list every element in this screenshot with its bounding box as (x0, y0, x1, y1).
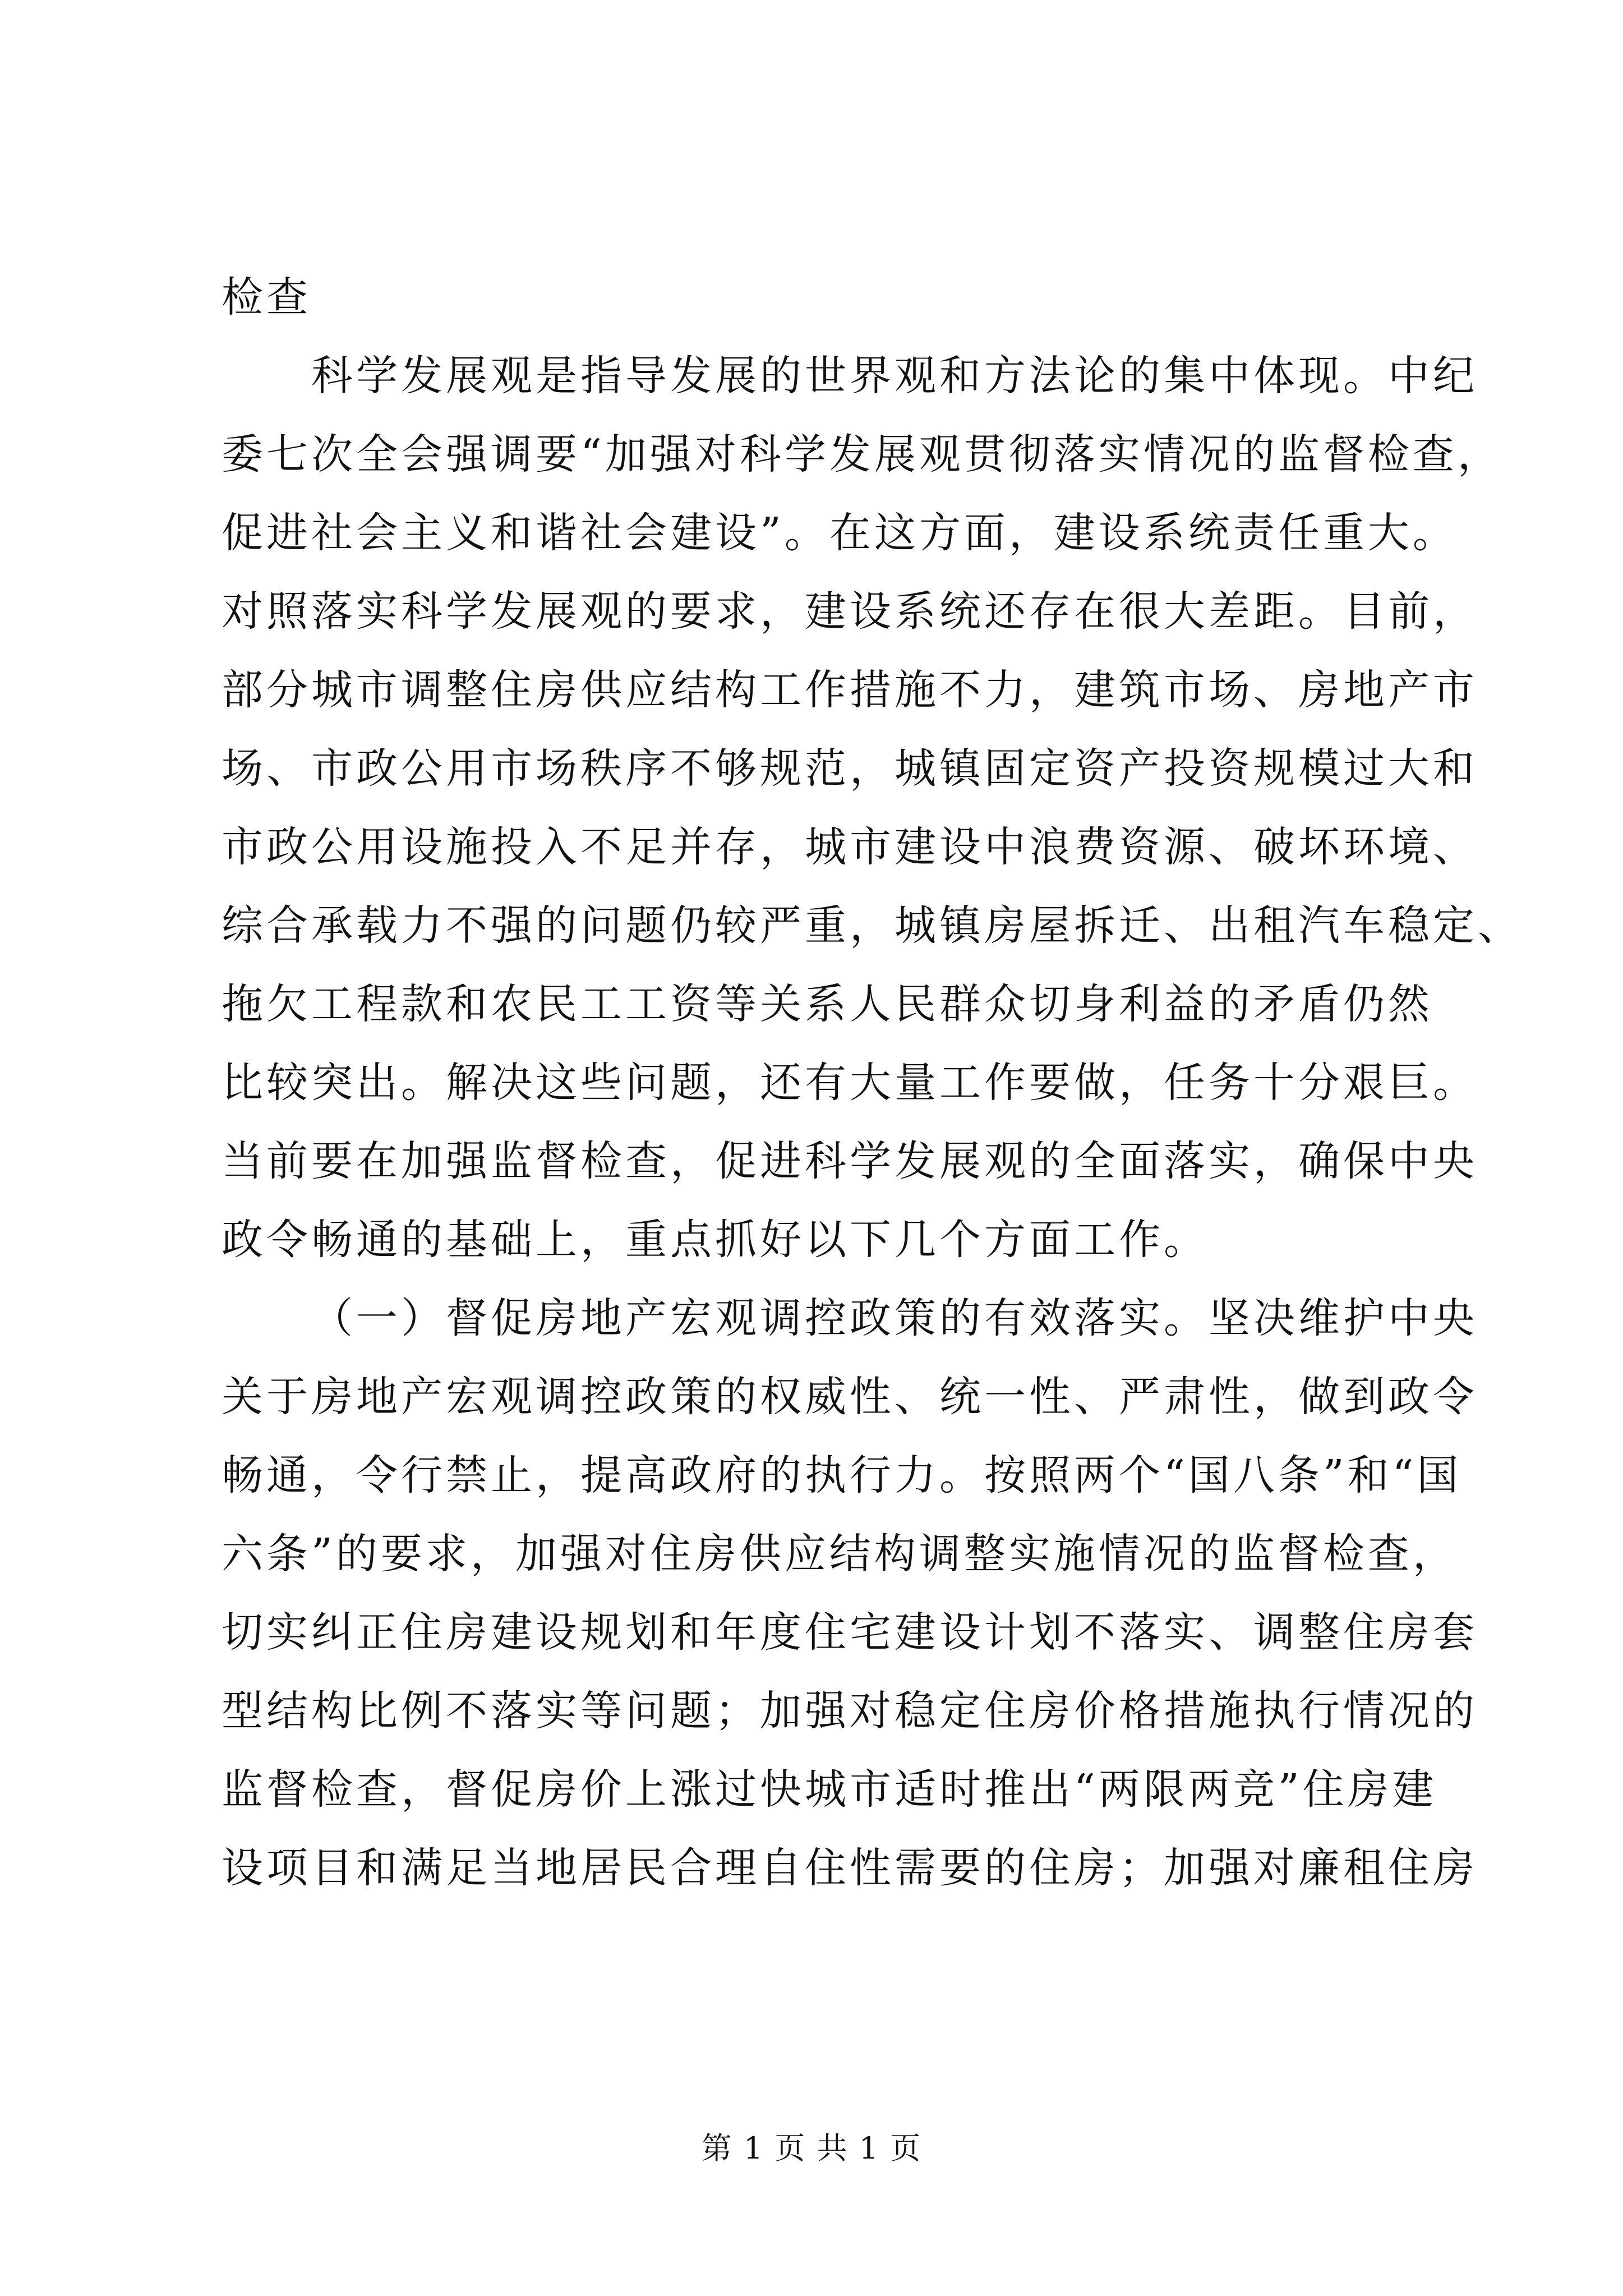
page-footer (0, 2129, 1623, 2168)
text-line: 场、市政公用市场秩序不够规范，城镇固定资产投资规模过大和 (222, 744, 1478, 793)
page-number: 第 1 页 共 1 页 (701, 2131, 922, 2166)
text-line: 促进社会主义和谐社会建设”。在这方面，建设系统责任重大。 (222, 509, 1458, 557)
text-line: 综合承载力不强的问题仍较严重，城镇房屋拆迁、出租汽车稳定、 (222, 901, 1523, 950)
text-line: 型结构比例不落实等问题；加强对稳定住房价格措施执行情况的 (222, 1687, 1478, 1735)
text-line: 拖欠工程款和农民工工资等关系人民群众切身利益的矛盾仍然 (222, 980, 1433, 1028)
text-line: 政令畅通的基础上，重点抓好以下几个方面工作。 (222, 1216, 1209, 1264)
text-line: 市政公用设施投入不足并存，城市建设中浪费资源、破坏环境、 (222, 823, 1478, 871)
text-line: 比较突出。解决这些问题，还有大量工作要做，任务十分艰巨。 (222, 1059, 1478, 1107)
paragraph-start-line: 科学发展观是指导发展的世界观和方法论的集中体现。中纪 (311, 352, 1478, 400)
text-line: 当前要在加强监督检查，促进科学发展观的全面落实，确保中央 (222, 1137, 1478, 1185)
paragraph-start-line: （一）督促房地产宏观调控政策的有效落实。坚决维护中央 (311, 1294, 1478, 1342)
text-line: 设项目和满足当地居民合理自住性需要的住房；加强对廉租住房 (222, 1844, 1478, 1892)
text-line: 切实纠正住房建设规划和年度住宅建设计划不落实、调整住房套 (222, 1608, 1478, 1657)
body-text (222, 258, 1523, 1907)
text-line: 关于房地产宏观调控政策的权威性、统一性、严肃性，做到政令 (222, 1373, 1478, 1421)
text-line: 委七次全会强调要“加强对科学发展观贯彻落实情况的监督检查， (222, 430, 1502, 478)
text-line: 对照落实科学发展观的要求，建设系统还存在很大差距。目前， (222, 587, 1478, 636)
text-line: 六条”的要求，加强对住房供应结构调整实施情况的监督检查， (222, 1530, 1458, 1578)
text-line: 畅通，令行禁止，提高政府的执行力。按照两个“国八条”和“国 (222, 1451, 1462, 1499)
text-line: 部分城市调整住房供应结构工作措施不力，建筑市场、房地产市 (222, 666, 1478, 714)
text-line: 监督检查，督促房价上涨过快城市适时推出“两限两竞”住房建 (222, 1765, 1437, 1814)
text-line: 检查 (222, 273, 311, 321)
